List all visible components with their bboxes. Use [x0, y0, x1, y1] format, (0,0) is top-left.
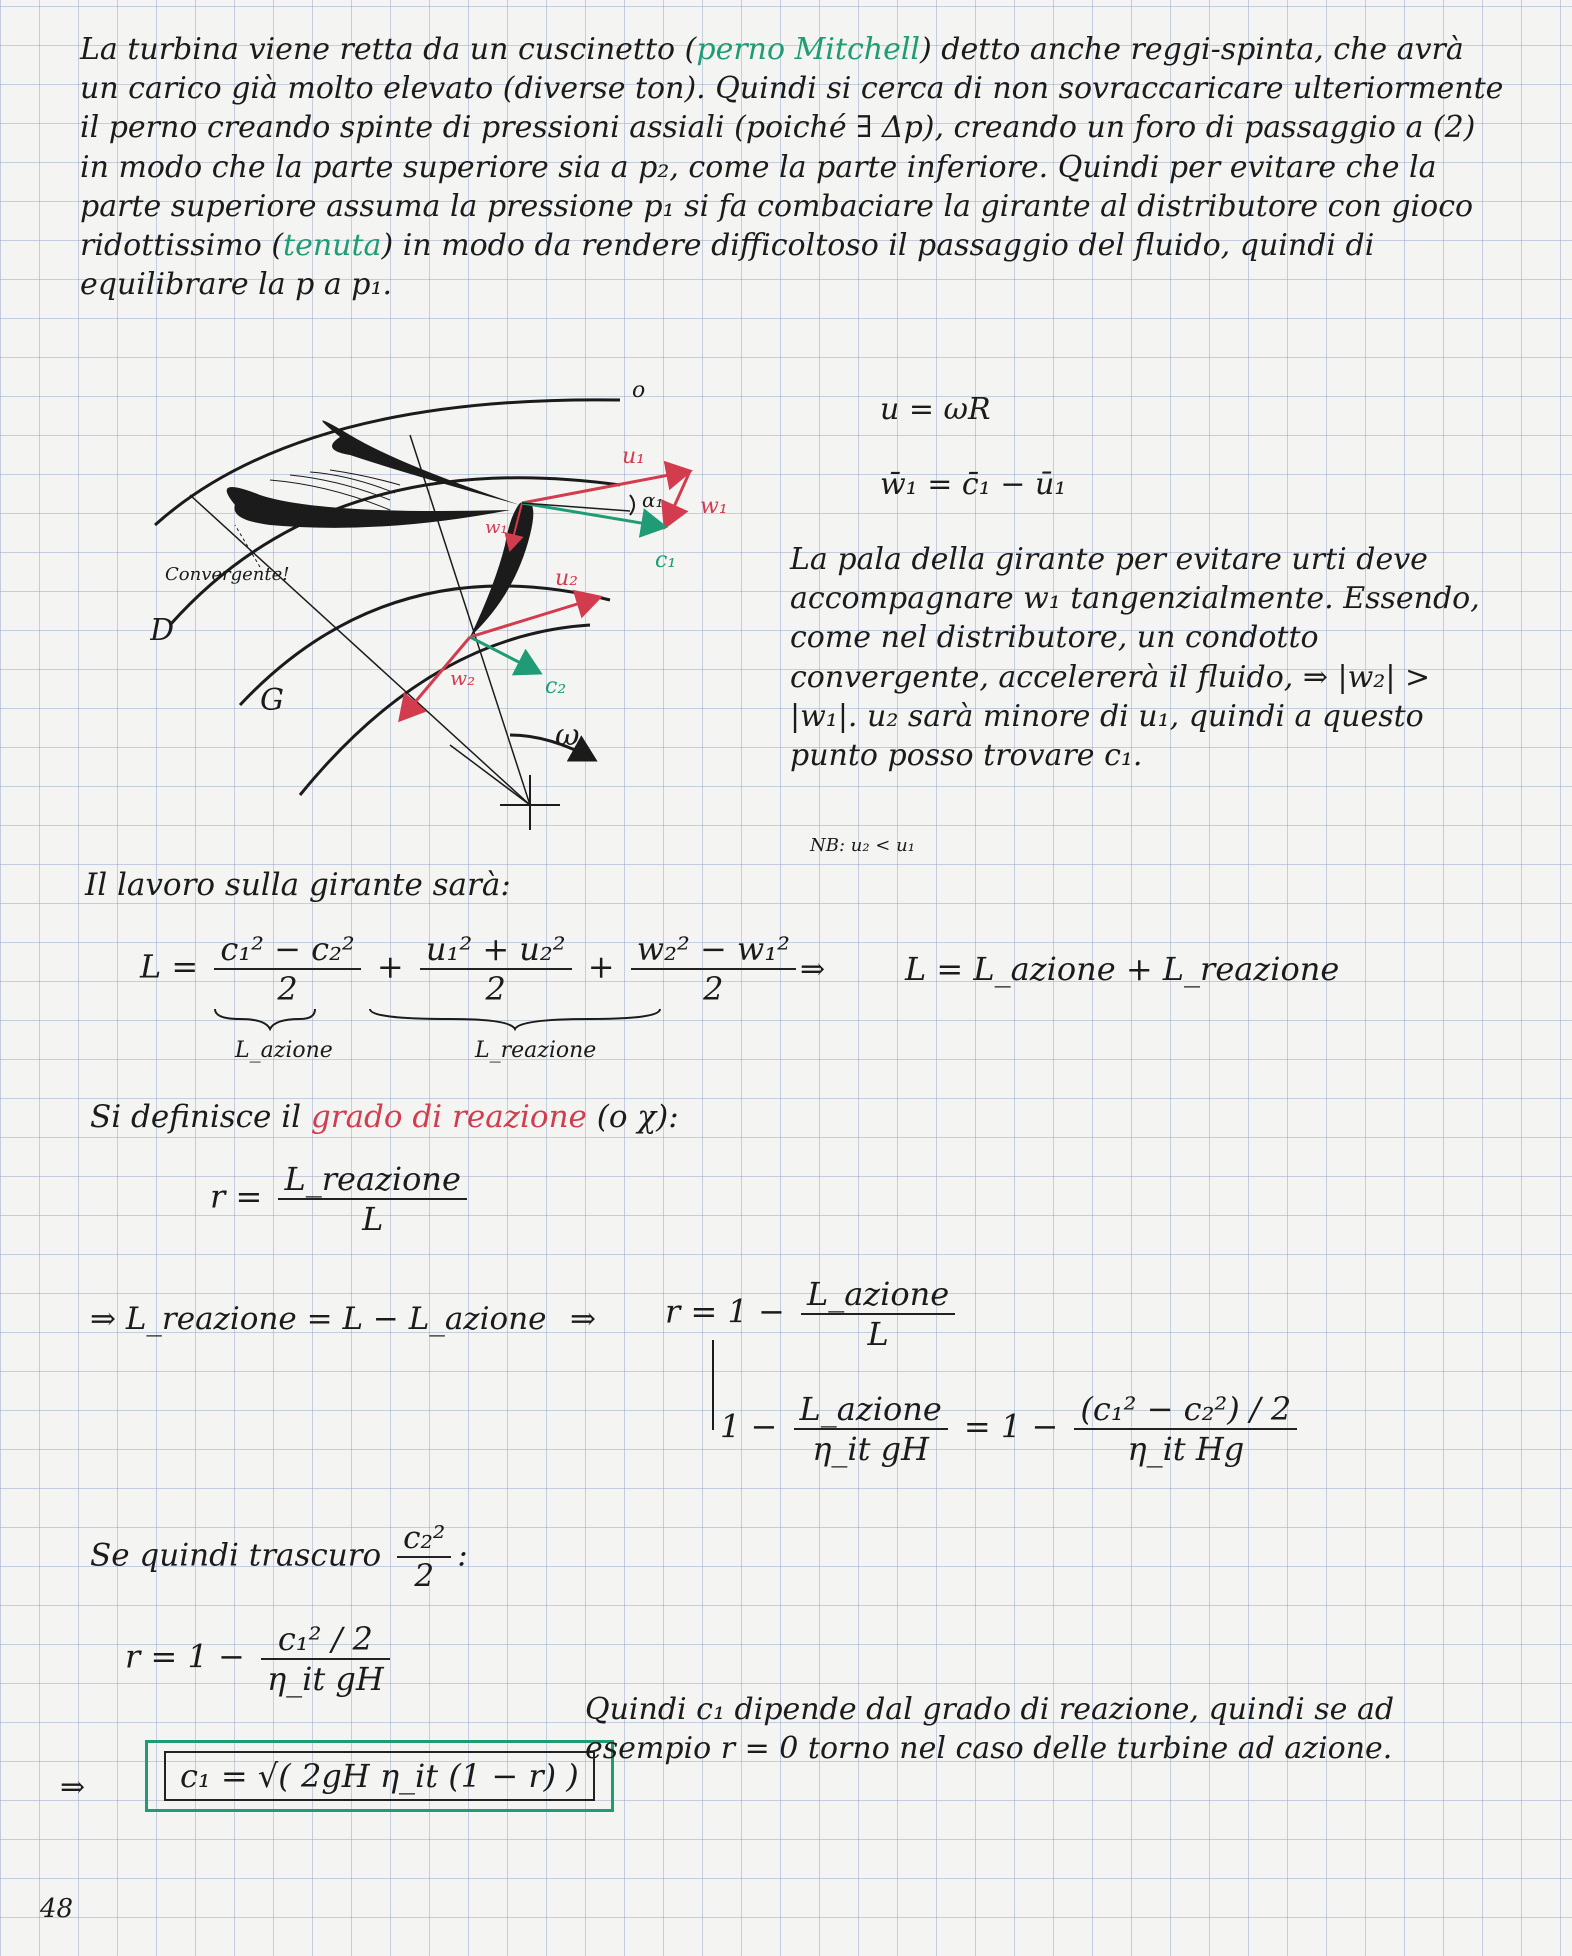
eq-u: u = ωR	[880, 392, 991, 427]
intro-text-2: ) detto anche reggi-spinta, che avrà un carico già molto elevato (diverse ton). Quindi si cerca di non sovraccaricare ulteriormente il perno creando spinte di pressioni assiali (poiché ∃ Δp), creando un foro di passaggio a (2) in modo che la parte superiore sia a p₂, come la parte inferiore. Quindi per evitare che la parte superiore assuma la pressione p₁ si fa combaciare la girante al distributore con gioco ridottissimo (	[80, 32, 1504, 264]
frac-u: $\frac{\text{u₁² + u₂²}}{2}$	[420, 930, 572, 1008]
frac-w: $\frac{\text{w₂² − w₁²}}{2}$	[631, 930, 796, 1008]
derivation-left: ⇒ L_reazione = L − L_azione	[90, 1301, 547, 1337]
intro-text-1: La turbina viene retta da un cuscinetto (	[80, 32, 697, 67]
highlight-grado-di-reazione: grado di reazione	[310, 1099, 587, 1135]
label-u1: u₁	[622, 444, 645, 469]
conclusion-text: Quindi c₁ dipende dal grado di reazione, quindi se ad esempio r = 0 torno nel caso delle turbine ad azione.	[585, 1692, 1395, 1767]
label-w2: w₂	[450, 666, 476, 690]
intro-text-3: ) in modo da rendere difficoltoso il passaggio del fluido, quindi di equilibrare la p a p₁.	[80, 228, 1375, 303]
label-c1: c₁	[655, 548, 677, 573]
derivation-bracket	[712, 1340, 714, 1430]
label-c2: c₂	[545, 674, 567, 699]
label-u2: u₂	[555, 566, 578, 591]
brace-label-azione: L_azione	[235, 1038, 333, 1063]
highlight-tenuta: tenuta	[283, 228, 382, 264]
nb-note: NB: u₂ < u₁	[810, 835, 915, 856]
blade-explanation: La pala della girante per evitare urti deve accompagnare w₁ tangenzialmente. Essendo, come nel distributore, un condotto convergente, accelererà il fluido, ⇒ |w₂| > |w₁|. u₂ sarà minore di u₁, quindi a questo punto posso trovare c₁.	[790, 542, 1480, 774]
intro-paragraph	[80, 30, 1510, 304]
distributor-vane-1	[322, 420, 520, 505]
frac-c: $\frac{\text{c₁² − c₂²}}{2}$	[214, 930, 360, 1008]
page-number: 48	[40, 1894, 74, 1924]
label-alpha1: α₁	[642, 488, 664, 512]
lavoro-L: L =	[140, 947, 199, 986]
label-D: D	[150, 613, 175, 648]
trascuro-r: r = 1 − $\frac{\text{c₁² / 2}}{\text{η\_it gH}}$	[125, 1620, 396, 1698]
grado-formula: r = $\frac{\text{L\_reazione}}{L}$	[210, 1160, 473, 1238]
label-w1-right: w₁	[700, 494, 728, 519]
derivation-r1: r = 1 − $\frac{\text{L\_azione}}{L}$	[665, 1275, 961, 1353]
label-o: o	[632, 378, 646, 403]
lavoro-formula: L = $\frac{\text{c₁² − c₂²}}{2}$ + $\frac{\text{u₁² + u₂²}}{2}$ + $\frac{\text{w₂² − w₁²}}{2}$	[140, 930, 802, 1008]
label-G: G	[260, 683, 284, 718]
c1-formula: c₁ = √( 2gH η_it (1 − r) )	[164, 1751, 595, 1801]
label-w1-left: w₁	[485, 517, 508, 538]
grado-definition: Si definisce il grado di reazione (o χ):	[90, 1099, 679, 1135]
lavoro-braces	[210, 1005, 670, 1035]
eq-w: w̄₁ = c̄₁ − ū₁	[880, 467, 1067, 502]
distributor-vane-2	[227, 487, 510, 528]
derivation-r2: 1 − $\frac{\text{L\_azione}}{\text{η\_it gH}}$ = 1 − $\frac{\text{(c₁² − c₂²) / 2}}{\text{η\_it Hg}}$	[720, 1390, 1303, 1468]
inner-arc	[300, 625, 590, 795]
label-convergente: Convergente!	[165, 564, 290, 585]
lavoro-result: L = L_azione + L_reazione	[905, 950, 1340, 988]
derivation-arrow: ⇒	[570, 1301, 596, 1337]
highlight-perno-mitchell: perno Mitchell	[696, 32, 921, 67]
blade-velocity-diagram	[150, 375, 770, 835]
trascuro-line: Se quindi trascuro $\frac{\text{c₂²}}{2}$ :	[90, 1520, 468, 1594]
brace-label-reazione: L_reazione	[475, 1038, 597, 1063]
c1-boxed-result	[145, 1740, 614, 1812]
label-omega: ω	[555, 718, 580, 753]
lavoro-arrow: ⇒	[800, 952, 826, 987]
boxed-arrow: ⇒	[60, 1770, 86, 1805]
lavoro-heading: Il lavoro sulla girante sarà:	[85, 867, 511, 903]
